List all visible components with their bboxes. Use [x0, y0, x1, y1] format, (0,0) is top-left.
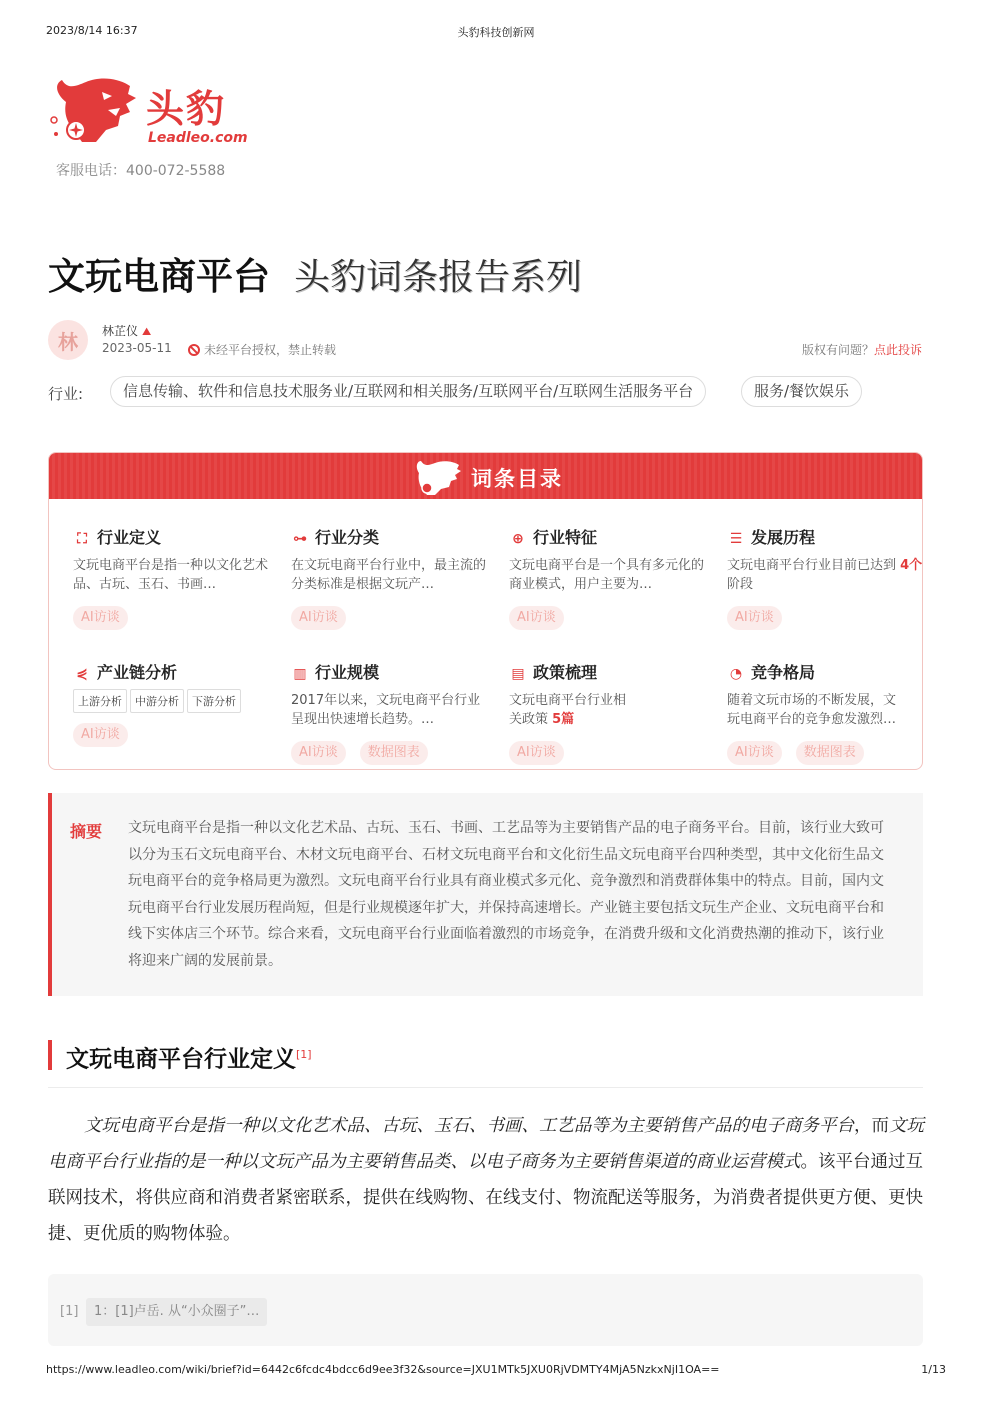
author-name[interactable]: 林芷仪 ⛰ [102, 324, 152, 338]
toc-item-industry-chain[interactable]: ⋞ 产业链分析 上游分析 中游分析 下游分析 AI访谈 [73, 660, 273, 747]
page-url: https://www.leadleo.com/wiki/brief?id=6442c6fcdc4bdcc6d9ee3f32&source=JXU1MTk5JXU0RjVDMTY4MjA5NzkxNjI1OA== [46, 1363, 720, 1376]
history-icon: ☰ [729, 531, 743, 547]
toc-title: 词条目录 [471, 467, 563, 491]
abstract-box [48, 793, 923, 996]
toc-header [49, 453, 922, 499]
ai-interview-pill[interactable]: AI访谈 [291, 741, 346, 765]
ai-interview-pill[interactable]: AI访谈 [73, 606, 128, 630]
chain-icon: ⋞ [76, 666, 88, 682]
publish-date: 2023-05-11 [102, 341, 172, 355]
ai-interview-pill[interactable]: AI访谈 [73, 723, 128, 747]
table-of-contents [48, 452, 923, 770]
data-chart-pill[interactable]: 数据图表 [796, 741, 864, 765]
data-chart-pill[interactable]: 数据图表 [360, 741, 428, 765]
definition-icon: ⛶ [77, 531, 87, 547]
logo-text-en: Leadleo.com [148, 130, 248, 146]
ai-interview-pill[interactable]: AI访谈 [509, 606, 564, 630]
toc-item-classification[interactable]: ⊶ 行业分类 在文玩电商平台行业中，最主流的分类标准是根据文玩产… AI访谈 [291, 525, 491, 630]
toc-item-definition[interactable]: ⛶ 行业定义 文玩电商平台是指一种以文化艺术品、古玩、玉石、书画… AI访谈 [73, 525, 273, 630]
industry-label: 行业: [48, 385, 84, 403]
verified-badge-icon: ⛰ [142, 325, 152, 338]
abstract-label: 摘要 [70, 822, 103, 841]
downstream-button[interactable]: 下游分析 [187, 689, 241, 713]
reference-chip[interactable]: 1：[1]卢岳. 从“小众圈子”… [86, 1298, 267, 1326]
print-header [46, 24, 946, 42]
industry-tag[interactable]: 信息传输、软件和信息技术服务业/互联网和相关服务/互联网平台/互联网生活服务平台 [110, 376, 706, 407]
title-series: 头豹词条报告系列 [294, 257, 583, 298]
reprint-notice: 未经平台授权，禁止转载 [188, 341, 336, 358]
author-avatar[interactable]: 林 [48, 320, 88, 360]
policy-icon: ▤ [511, 666, 525, 682]
ai-interview-pill[interactable]: AI访谈 [509, 741, 564, 765]
print-site-title: 头豹科技创新网 [457, 26, 535, 39]
logo-text-cn: 头豹 [146, 87, 227, 131]
copyright-notice: 版权有问题？点此投诉 [801, 343, 922, 357]
leopard-logo-icon [409, 457, 465, 497]
competition-icon: ◔ [729, 666, 743, 682]
page-number: 1/13 [921, 1363, 946, 1376]
print-datetime: 2023/8/14 16:37 [46, 24, 138, 37]
ai-interview-pill[interactable]: AI访谈 [727, 741, 782, 765]
section-divider [48, 1087, 923, 1088]
industry-tag[interactable]: 服务/餐饮娱乐 [741, 376, 862, 407]
ai-interview-pill[interactable]: AI访谈 [727, 606, 782, 630]
reference-box [48, 1274, 923, 1346]
section-title: 文玩电商平台行业定义[1] [48, 1040, 312, 1070]
toc-item-competition[interactable]: ◔ 竞争格局 随着文玩市场的不断发展，文玩电商平台的竞争愈发激烈… AI访谈 数据图表 [727, 660, 923, 765]
print-footer [46, 1363, 946, 1379]
toc-item-policy[interactable]: ▤ 政策梳理 文玩电商平台行业相关政策 5篇 AI访谈 [509, 660, 709, 765]
title-main: 文玩电商平台 [48, 255, 270, 298]
toc-item-history[interactable]: ☰ 发展历程 文玩电商平台行业目前已达到 4个阶段 AI访谈 [727, 525, 923, 630]
page-title [48, 246, 582, 300]
reference-number: [1] [60, 1304, 79, 1319]
service-hotline: 客服电话：400-072-5588 [56, 163, 226, 179]
feature-icon: ⊕ [512, 531, 524, 547]
abstract-text: 文玩电商平台是指一种以文化艺术品、古玩、玉石、书画、工艺品等为主要销售产品的电子商务平台。目前，该行业大致可以分为玉石文玩电商平台、木材文玩电商平台、石材文玩电商平台和文化衍生品文玩电商平台四种类型，其中文化衍生品文玩电商平台的竞争格局更为激烈。文玩电商平台行业具有商业模式多元化、竞争激烈和消费群体集中的特点。目前，国内文玩电商平台行业发展历程尚短，但是行业规模逐年扩大，并保持高速增长。产业链主要包括文玩生产企业、文玩电商平台和线下实体店三个环节。综合来看，文玩电商平台行业面临着激烈的市场竞争，在消费升级和文化消费热潮的推动下，该行业将迎来广阔的发展前景。 [128, 820, 884, 969]
complaint-link[interactable]: 点此投诉 [873, 343, 922, 357]
toc-item-feature[interactable]: ⊕ 行业特征 文玩电商平台是一个具有多元化的商业模式，用户主要为… AI访谈 [509, 525, 709, 630]
upstream-button[interactable]: 上游分析 [73, 689, 127, 713]
definition-paragraph: 文玩电商平台是指一种以文化艺术品、古玩、玉石、书画、工艺品等为主要销售产品的电子商务平台，而文玩电商平台行业指的是一种以文玩产品为主要销售品类、以电子商务为主要销售渠道的商业运营模式。该平台通过互联网技术，将供应商和消费者紧密联系，提供在线购物、在线支付、物流配送等服务，为消费者提供更方便、更快捷、更优质的购物体验。 [48, 1116, 924, 1244]
ai-interview-pill[interactable]: AI访谈 [291, 606, 346, 630]
leopard-logo-icon [46, 72, 142, 148]
classification-icon: ⊶ [293, 531, 307, 547]
leadleo-logo[interactable] [46, 72, 246, 152]
scale-icon: ▥ [293, 666, 307, 682]
midstream-button[interactable]: 中游分析 [130, 689, 184, 713]
ban-icon [188, 344, 200, 356]
toc-item-scale[interactable]: ▥ 行业规模 2017年以来，文玩电商平台行业呈现出快速增长趋势。… AI访谈 数据图表 [291, 660, 491, 765]
reference-marker[interactable]: [1] [296, 1048, 312, 1061]
